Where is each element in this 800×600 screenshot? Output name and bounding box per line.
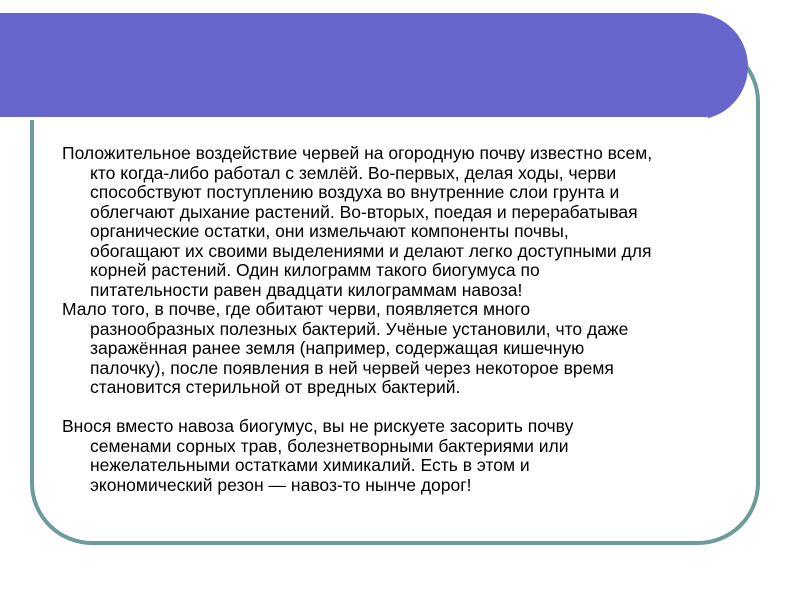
paragraph-3: Внося вместо навоза биогумус, вы не рискуете засорить почву семенами сорных трав, болезнетворными бактериями или нежелательными остатками химикалий. Есть в этом и экономический резон — навоз-то нынче дорог! [62,416,574,495]
paragraph-2: Мало того, в почве, где обитают черви, появляется много разнообразных полезных бактерий. Учёные установили, что даже заражённая ранее земля (например, содержащая кишечную палочку), после появления в ней червей через некоторое время становится стерильной от вредных бактерий. [62,299,629,397]
paragraph-1: Положительное воздействие червей на огородную почву известно всем, кто когда-либо работал с землёй. Во-первых, делая ходы, черви способствуют поступлению воздуха во внутренние слои грунта и облегчают дыхание растений. Во-вторых, поедая и перерабатывая органические остатки, они измельчают компоненты почвы, обогащают их своими выделениями и делают легко доступными для корней растений. Один килограмм такого биогумуса по питательности равен двадцати килограммам навоза! [62,143,653,300]
title-underline [0,117,708,120]
title-bar [0,13,748,120]
body-text [62,144,748,495]
